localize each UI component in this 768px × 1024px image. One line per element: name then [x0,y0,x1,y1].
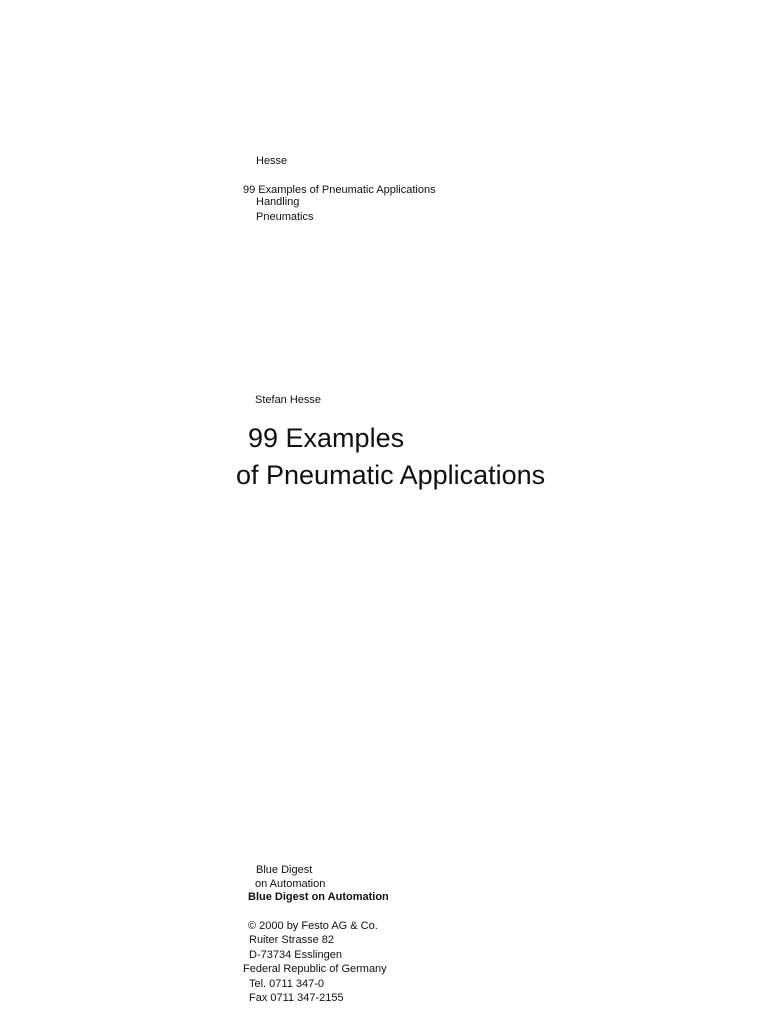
category-pneumatics: Pneumatics [256,211,314,223]
fax: Fax 0711 347-2155 [249,992,344,1004]
telephone: Tel. 0711 347-0 [249,978,325,990]
author-full: Stefan Hesse [255,394,322,406]
copyright: © 2000 by Festo AG & Co. [248,920,378,932]
address-street: Ruiter Strasse 82 [249,934,334,946]
title-line-1: 99 Examples [248,423,405,453]
series-bold: Blue Digest on Automation [248,891,389,903]
series-line-2: on Automation [255,878,326,890]
title-line-2: of Pneumatic Applications [236,460,546,490]
series-title: 99 Examples of Pneumatic Applications [243,184,436,196]
series-line-1: Blue Digest [256,864,313,876]
category-handling: Handling [256,196,300,208]
address-postal-city: D-73734 Esslingen [249,949,342,961]
author-short: Hesse [256,155,288,167]
address-country: Federal Republic of Germany [243,963,387,975]
